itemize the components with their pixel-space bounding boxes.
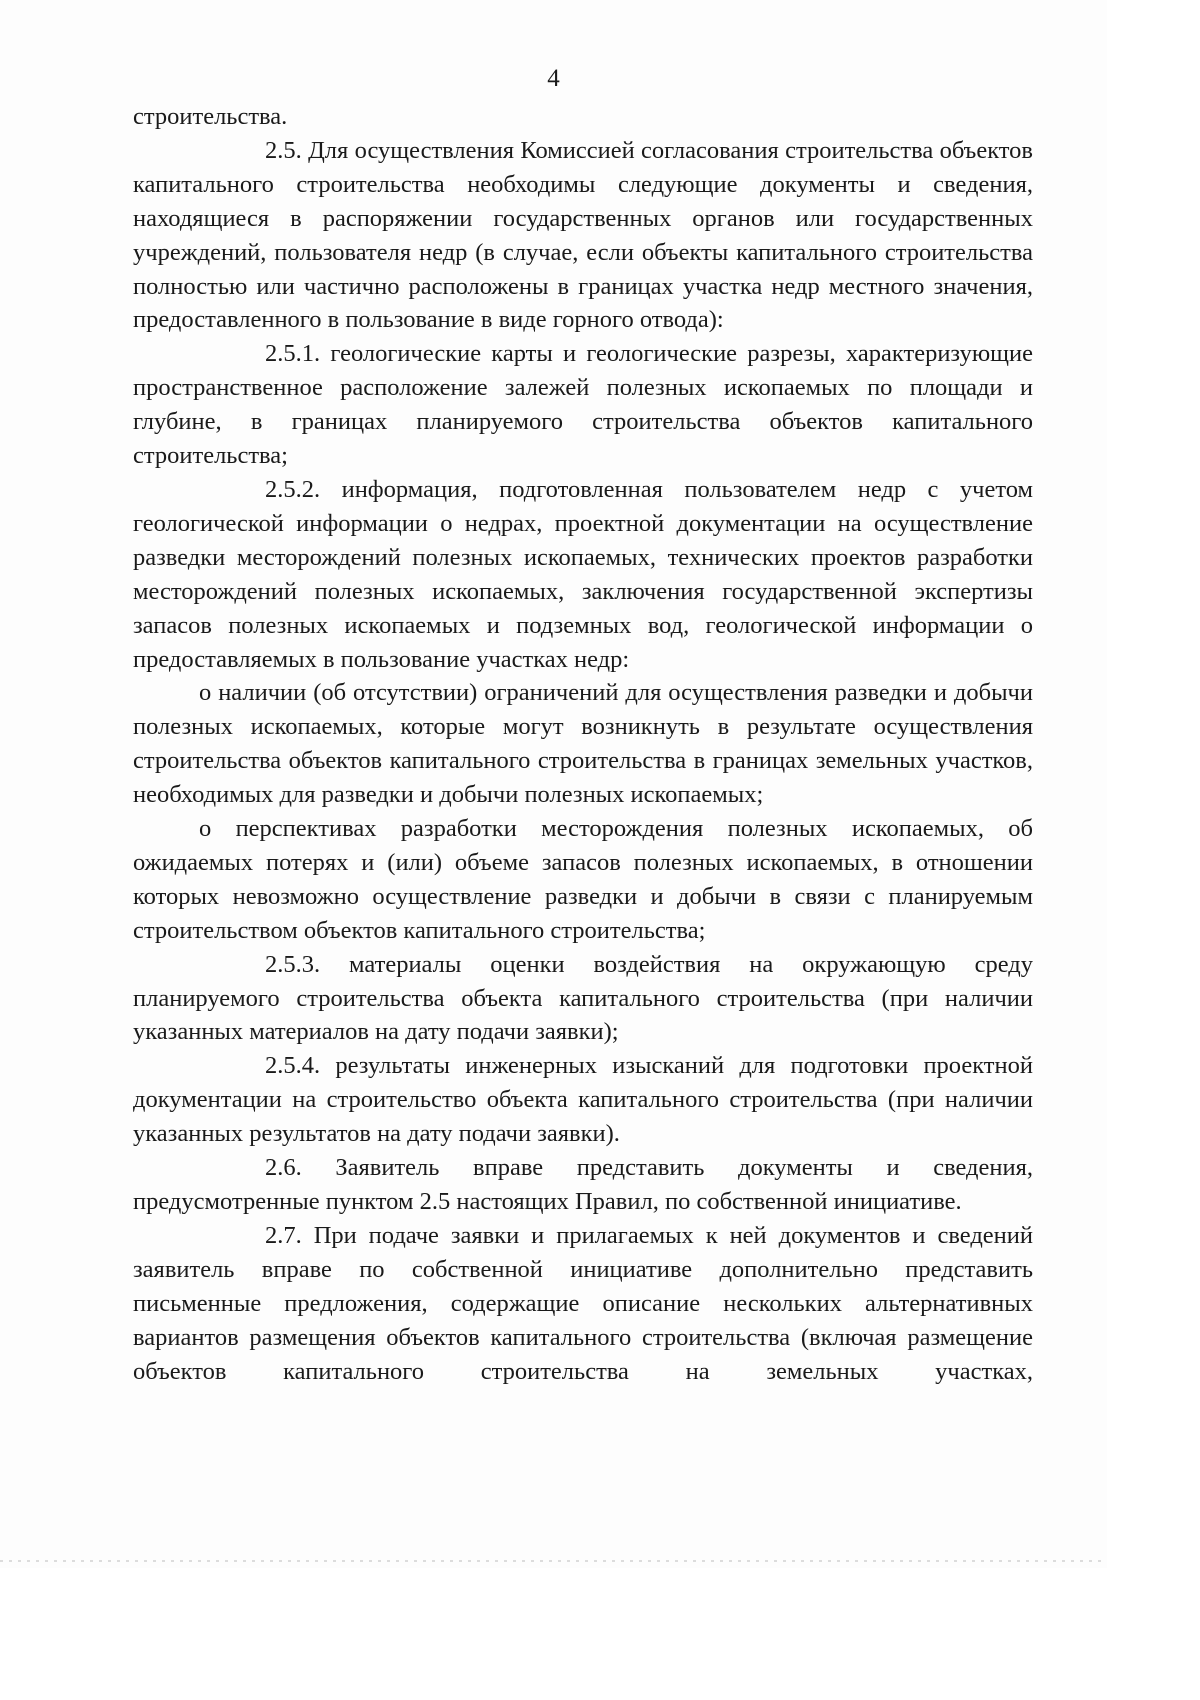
paragraph-text: о перспективах разработки месторождения полезных ископаемых, об ожидаемых потерях и (или) объеме запасов полезных ископаемых, в отношении которых невозможно осуществление разведки и добычи в связи с планируемым строительством объектов капитального строительства; <box>133 815 1033 944</box>
clause-number: 2.5.4. <box>265 1052 321 1080</box>
page-number: 4 <box>547 65 560 92</box>
clause-number: 2.6. <box>265 1154 302 1182</box>
clause-number: 2.5. <box>265 136 302 164</box>
paragraph-text: Заявитель вправе представить документы и сведения, предусмотренные пунктом 2.5 настоящих Правил, по собственной инициативе. <box>133 1154 1033 1215</box>
paragraph-continuation <box>133 100 1033 134</box>
paragraph-text: Для осуществления Комиссией согласования строительства объектов капитального строительства необходимы следующие документы и сведения, находящиеся в распоряжении государственных органов или государственных учреждений, пользователя недр (в случае, если объекты капитального строительства полностью или частично расположены в границах участка недр местного значения, предоставленного в пользование в виде горного отвода): <box>133 136 1033 334</box>
paragraph-text: информация, подготовленная пользователем недр с учетом геологической информации о недрах, проектной документации на осуществление разведки месторождений полезных ископаемых, технических проектов разработки месторождений полезных ископаемых, заключения государственной экспертизы запасов полезных ископаемых и подземных вод, геологической информации о предоставляемых в пользование участках недр: <box>133 475 1033 673</box>
clause-number: 2.5.1. <box>265 340 321 368</box>
paragraph-text: материалы оценки воздействия на окружающую среду планируемого строительства объекта капитального строительства (при наличии указанных материалов на дату подачи заявки); <box>133 950 1033 1046</box>
paragraph-text: При подаче заявки и прилагаемых к ней документов и сведений заявитель вправе по собственной инициативе дополнительно представить письменные предложения, содержащие описание нескольких альтернативных вариантов размещения объектов капитального строительства (включая размещение объектов капитального строительства на земельных участках, <box>133 1221 1034 1385</box>
paragraph-text: результаты инженерных изысканий для подготовки проектной документации на строительство объекта капитального строительства (при наличии указанных результатов на дату подачи заявки). <box>133 1052 1033 1148</box>
document-body <box>133 100 1033 1388</box>
paragraph-2-5 <box>133 134 1033 337</box>
paragraph-restrictions <box>133 676 1033 812</box>
paragraph-2-5-4 <box>133 1049 1033 1151</box>
paragraph-2-5-1 <box>133 337 1033 473</box>
clause-number: 2.5.3. <box>265 950 321 978</box>
paragraph-2-5-3 <box>133 948 1033 1050</box>
scan-edge-artifact <box>0 1560 1107 1562</box>
paragraph-2-7 <box>133 1219 1033 1389</box>
paragraph-prospects <box>133 812 1033 948</box>
clause-number: 2.5.2. <box>265 475 321 503</box>
clause-number: 2.7. <box>265 1221 302 1249</box>
paragraph-text: о наличии (об отсутствии) ограничений для осуществления разведки и добычи полезных ископаемых, которые могут возникнуть в результате осуществления строительства объектов капитального строительства в границах земельных участков, необходимых для разведки и добычи полезных ископаемых; <box>133 679 1033 809</box>
paragraph-2-5-2 <box>133 473 1033 676</box>
paragraph-text: геологические карты и геологические разрезы, характеризующие пространственное расположение залежей полезных ископаемых по площади и глубине, в границах планируемого строительства объектов капитального строительства; <box>133 340 1033 470</box>
paragraph-2-6 <box>133 1151 1033 1219</box>
paragraph-text: строительства. <box>133 103 288 130</box>
